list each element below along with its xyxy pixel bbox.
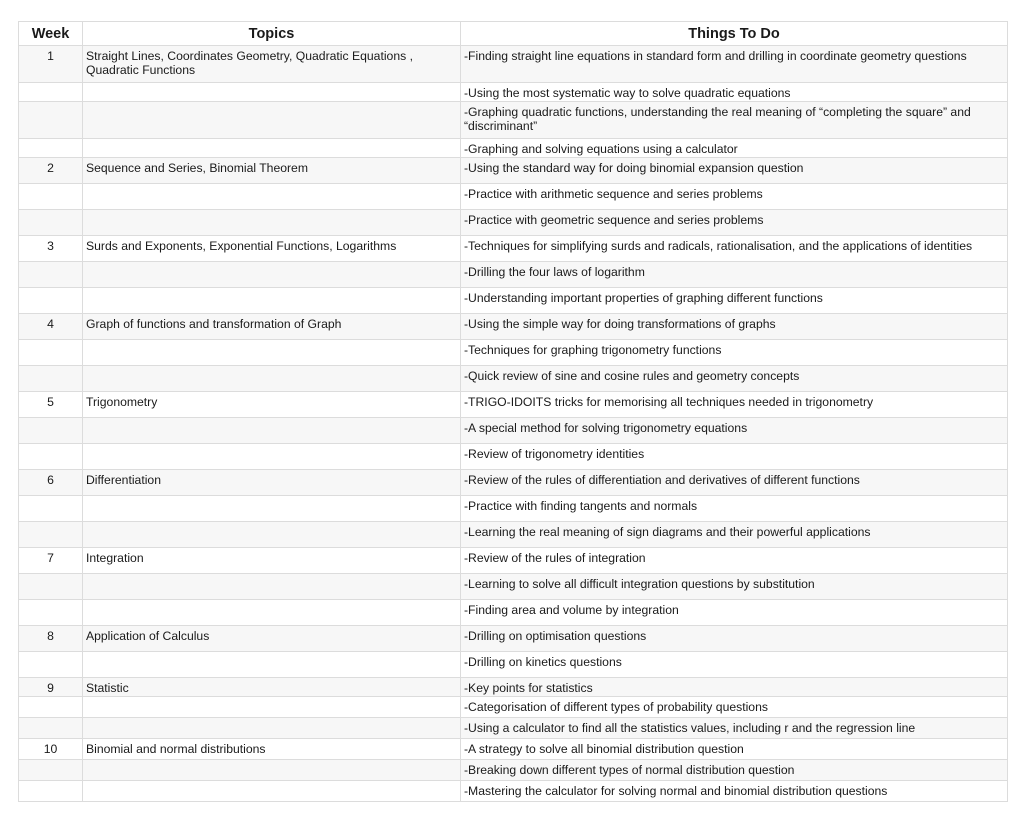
week-cell: 9	[19, 678, 83, 697]
topic-cell	[83, 574, 461, 600]
table-row	[19, 83, 1008, 102]
topic-cell	[83, 652, 461, 678]
table-row	[19, 522, 1008, 548]
topic-cell	[83, 210, 461, 236]
table-row	[19, 314, 1008, 340]
table-row	[19, 46, 1008, 83]
topic-cell: Sequence and Series, Binomial Theorem	[83, 158, 461, 184]
todo-cell: -Review of trigonometry identities	[461, 444, 1008, 470]
week-cell	[19, 718, 83, 739]
syllabus-table	[18, 21, 1008, 802]
todo-cell: -Techniques for graphing trigonometry functions	[461, 340, 1008, 366]
week-cell	[19, 600, 83, 626]
todo-cell: -Review of the rules of integration	[461, 548, 1008, 574]
topic-cell	[83, 83, 461, 102]
table-row	[19, 652, 1008, 678]
table-row	[19, 288, 1008, 314]
things-to-do-column-header: Things To Do	[461, 22, 1008, 46]
week-cell	[19, 262, 83, 288]
table-row	[19, 697, 1008, 718]
table-row	[19, 548, 1008, 574]
topic-cell	[83, 366, 461, 392]
todo-cell: -Finding straight line equations in standard form and drilling in coordinate geometry questions	[461, 46, 1008, 83]
table-row	[19, 210, 1008, 236]
table-row	[19, 262, 1008, 288]
header-row	[19, 22, 1008, 46]
table-row	[19, 718, 1008, 739]
table-row	[19, 139, 1008, 158]
topic-cell	[83, 340, 461, 366]
todo-cell: -Graphing and solving equations using a calculator	[461, 139, 1008, 158]
week-cell	[19, 652, 83, 678]
table-row	[19, 418, 1008, 444]
week-cell	[19, 83, 83, 102]
topic-cell	[83, 718, 461, 739]
week-cell: 6	[19, 470, 83, 496]
todo-cell: -Learning to solve all difficult integration questions by substitution	[461, 574, 1008, 600]
topic-cell: Binomial and normal distributions	[83, 739, 461, 760]
todo-cell: -Review of the rules of differentiation and derivatives of different functions	[461, 470, 1008, 496]
table-row	[19, 574, 1008, 600]
topic-cell	[83, 522, 461, 548]
week-cell	[19, 522, 83, 548]
table-row	[19, 470, 1008, 496]
todo-cell: -Key points for statistics	[461, 678, 1008, 697]
week-cell	[19, 139, 83, 158]
topic-cell	[83, 697, 461, 718]
todo-cell: -Quick review of sine and cosine rules and geometry concepts	[461, 366, 1008, 392]
table-row	[19, 102, 1008, 139]
topic-cell	[83, 102, 461, 139]
todo-cell: -Using the simple way for doing transformations of graphs	[461, 314, 1008, 340]
todo-cell: -Categorisation of different types of probability questions	[461, 697, 1008, 718]
todo-cell: -Learning the real meaning of sign diagrams and their powerful applications	[461, 522, 1008, 548]
topic-cell: Straight Lines, Coordinates Geometry, Quadratic Equations , Quadratic Functions	[83, 46, 461, 83]
topic-cell	[83, 444, 461, 470]
week-cell	[19, 418, 83, 444]
topic-cell: Surds and Exponents, Exponential Functions, Logarithms	[83, 236, 461, 262]
todo-cell: -Techniques for simplifying surds and radicals, rationalisation, and the applications of identities	[461, 236, 1008, 262]
week-cell	[19, 697, 83, 718]
todo-cell: -Using the most systematic way to solve quadratic equations	[461, 83, 1008, 102]
topic-cell: Trigonometry	[83, 392, 461, 418]
table-row	[19, 760, 1008, 781]
todo-cell: -TRIGO-IDOITS tricks for memorising all techniques needed in trigonometry	[461, 392, 1008, 418]
todo-cell: -Practice with arithmetic sequence and series problems	[461, 184, 1008, 210]
week-cell	[19, 210, 83, 236]
todo-cell: -Graphing quadratic functions, understanding the real meaning of “completing the square” and “discriminant”	[461, 102, 1008, 139]
week-cell	[19, 340, 83, 366]
week-cell: 2	[19, 158, 83, 184]
todo-cell: -Practice with geometric sequence and series problems	[461, 210, 1008, 236]
table-row	[19, 184, 1008, 210]
table-body	[19, 46, 1008, 802]
week-cell	[19, 444, 83, 470]
week-cell: 5	[19, 392, 83, 418]
todo-cell: -Practice with finding tangents and normals	[461, 496, 1008, 522]
topics-column-header: Topics	[83, 22, 461, 46]
week-cell	[19, 184, 83, 210]
table-row	[19, 496, 1008, 522]
topic-cell: Graph of functions and transformation of Graph	[83, 314, 461, 340]
week-cell: 3	[19, 236, 83, 262]
topic-cell	[83, 139, 461, 158]
table-row	[19, 340, 1008, 366]
table-row	[19, 626, 1008, 652]
todo-cell: -Drilling the four laws of logarithm	[461, 262, 1008, 288]
todo-cell: -Finding area and volume by integration	[461, 600, 1008, 626]
todo-cell: -Using a calculator to find all the statistics values, including r and the regression line	[461, 718, 1008, 739]
topic-cell: Integration	[83, 548, 461, 574]
week-cell: 4	[19, 314, 83, 340]
topic-cell: Application of Calculus	[83, 626, 461, 652]
week-cell: 1	[19, 46, 83, 83]
table-row	[19, 678, 1008, 697]
topic-cell	[83, 184, 461, 210]
todo-cell: -Drilling on kinetics questions	[461, 652, 1008, 678]
topic-cell	[83, 496, 461, 522]
todo-cell: -Using the standard way for doing binomial expansion question	[461, 158, 1008, 184]
topic-cell: Differentiation	[83, 470, 461, 496]
table-row	[19, 739, 1008, 760]
week-cell: 7	[19, 548, 83, 574]
topic-cell	[83, 262, 461, 288]
topic-cell	[83, 600, 461, 626]
week-cell	[19, 574, 83, 600]
todo-cell: -Breaking down different types of normal distribution question	[461, 760, 1008, 781]
table-row	[19, 444, 1008, 470]
table-row	[19, 600, 1008, 626]
todo-cell: -Mastering the calculator for solving normal and binomial distribution questions	[461, 781, 1008, 802]
table-row	[19, 392, 1008, 418]
topic-cell	[83, 288, 461, 314]
week-cell	[19, 102, 83, 139]
week-cell: 10	[19, 739, 83, 760]
week-cell: 8	[19, 626, 83, 652]
week-cell	[19, 366, 83, 392]
topic-cell	[83, 781, 461, 802]
table-row	[19, 236, 1008, 262]
topic-cell	[83, 418, 461, 444]
topic-cell: Statistic	[83, 678, 461, 697]
week-cell	[19, 781, 83, 802]
week-column-header: Week	[19, 22, 83, 46]
todo-cell: -A strategy to solve all binomial distribution question	[461, 739, 1008, 760]
todo-cell: -Understanding important properties of graphing different functions	[461, 288, 1008, 314]
todo-cell: -A special method for solving trigonometry equations	[461, 418, 1008, 444]
table-row	[19, 781, 1008, 802]
week-cell	[19, 760, 83, 781]
todo-cell: -Drilling on optimisation questions	[461, 626, 1008, 652]
table-row	[19, 158, 1008, 184]
table-row	[19, 366, 1008, 392]
week-cell	[19, 288, 83, 314]
topic-cell	[83, 760, 461, 781]
week-cell	[19, 496, 83, 522]
